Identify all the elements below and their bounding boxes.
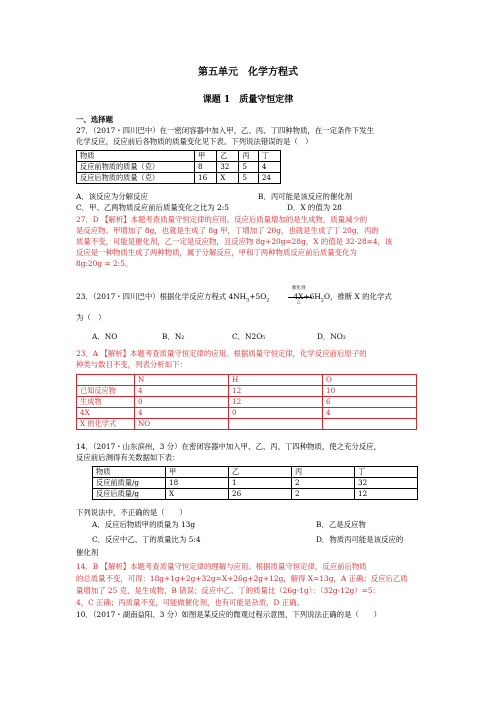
table-cell: 反应后物质的质量（克）	[77, 173, 195, 184]
q23-analysis-table	[76, 374, 417, 430]
q23-option-b: B．N₂	[162, 332, 185, 341]
table-row	[77, 408, 417, 419]
table-cell: H	[229, 375, 323, 386]
table-cell: 12	[229, 386, 323, 397]
q27-stem-line-2: 化学反应，反应前后各物质的质量变化见下表。下列说法错误的是（ ）	[76, 137, 313, 146]
q23-stem-line-2: 为（ ）	[76, 313, 106, 322]
q14-question: 下列说法中，不正确的是（ ）	[76, 508, 187, 517]
table-cell: 甲	[166, 467, 229, 478]
page-subtitle: 课题 1 质量守恒定律	[202, 95, 294, 105]
table-cell: 2	[292, 478, 355, 489]
table-row	[93, 478, 418, 489]
table-cell: 4X	[77, 408, 135, 419]
table-row	[77, 397, 417, 408]
table-cell: 16	[195, 173, 217, 184]
table-cell	[229, 419, 323, 430]
q27-answer-line-2: 是反应物。甲增加了 8g，也就是生成了 8g 甲，丁增加了 20g，也就是生成了丁 20g，丙的	[76, 226, 379, 235]
table-cell: 12	[355, 489, 418, 500]
page-title: 第五单元 化学方程式	[198, 67, 298, 78]
table-cell: 甲	[195, 151, 217, 162]
q14-option-c: C．反应中乙、丁的质量比为 5:4	[92, 535, 201, 544]
table-cell: 8	[195, 162, 217, 173]
q27-option-d: D．X 的值为 28	[287, 203, 342, 212]
table-cell: 丁	[355, 467, 418, 478]
table-cell: 生成物	[77, 397, 135, 408]
table-cell: 反应后质量/g	[93, 489, 166, 500]
q27-answer-line-1: 27．D 【解析】本题考查质量守恒定律的应用。反应后质量增加的是生成物，质量减少的	[76, 215, 368, 224]
q14-stem-line-2: 反应前后测得有关数据如下表：	[76, 453, 180, 462]
q14-option-a: A．反应后物质甲的质量为 13g	[92, 520, 196, 529]
q10-stem: 10．（2017・湖南益阳、3 分）如图是某反应的微观过程示意图，下列说法正确的是（ ）	[76, 610, 382, 619]
q27-stem-line-1: 27．（2017・四川巴中）在一密闭容器中加入甲、乙、丙、丁四种物质，在一定条件下发生	[76, 126, 374, 135]
reaction-condition-catalyst: 催化剂	[292, 286, 306, 291]
table-cell: 12	[229, 397, 323, 408]
q14-stem-line-1: 14．（2017・山东滨州，3 分）在密闭容器中加入甲、乙、丙、丁四种物质，使之充分反应，	[76, 442, 382, 451]
table-row	[77, 162, 281, 173]
q14-answer-line-2: 的总质量不变，可得：18g+1g+2g+32g=X+26g+2g+12g，解得 X=13g，A 正确；反应后乙质	[76, 574, 408, 583]
reaction-arrow	[288, 297, 312, 298]
table-cell: 32	[217, 162, 239, 173]
q27-option-a: A．该反应为分解反应	[76, 192, 148, 201]
table-cell	[77, 375, 135, 386]
table-cell: 1	[229, 478, 292, 489]
q23-stem-line-1: 23．（2017・四川巴中）根据化学反应方程式 $4NH_3+5O_2$ $4X+6H_2O$，推断 X 的化学式	[76, 292, 392, 304]
table-row	[93, 467, 418, 478]
table-cell: 5	[239, 162, 258, 173]
table-cell: 18	[166, 478, 229, 489]
q14-answer-line-3: 量增加了 25 克，是生成物，B 错误；反应中乙、丁的质量比（26g-1g）：（32g-12g）=5：	[76, 586, 380, 595]
q14-answer-line-4: 4，C 正确；丙质量不变，可能做催化剂，也有可能是杂质，D 正确。	[76, 598, 304, 607]
q27-answer-line-5: 8g:20g = 2:5。	[76, 259, 133, 268]
table-row	[93, 489, 418, 500]
table-row	[77, 375, 417, 386]
q27-answer-line-3: 质量不变，可能是催化剂，乙一定是反应物，且反应物 8g+20g=28g，X 的值是 32-28=4，该	[76, 237, 393, 246]
table-cell: 26	[229, 489, 292, 500]
table-cell: X	[166, 489, 229, 500]
table-cell: NO	[135, 419, 229, 430]
table-cell: 乙	[217, 151, 239, 162]
table-cell: 4	[323, 408, 417, 419]
q14-answer-line-1: 14．B 【解析】本题考查质量守恒定律的理解与应用。根据质量守恒定律，反应前后物质	[76, 562, 367, 571]
table-cell: 2	[292, 489, 355, 500]
q23-option-a: A．NO	[92, 332, 118, 341]
table-cell: 10	[323, 386, 417, 397]
table-cell: 丙	[239, 151, 258, 162]
q27-option-c: C．甲、乙两物质反应前后质量变化之比为 2:5	[76, 203, 229, 212]
table-cell: O	[323, 375, 417, 386]
table-cell: 4	[258, 162, 280, 173]
table-row	[77, 151, 281, 162]
table-cell: X 的化学式	[77, 419, 135, 430]
table-cell: 丙	[292, 467, 355, 478]
q23-option-d: D．NO₂	[317, 332, 346, 341]
table-cell: 反应前物质的质量（克）	[77, 162, 195, 173]
table-cell: 4	[135, 408, 229, 419]
q23-option-c: C．N2O₅	[232, 332, 266, 341]
table-cell: 24	[258, 173, 280, 184]
table-cell: 物质	[77, 151, 195, 162]
table-cell: 0	[229, 408, 323, 419]
q14-table	[92, 466, 418, 500]
q23-answer-line-2: 种类与数目不变，列表分析如下：	[76, 360, 187, 369]
table-cell: 4	[135, 386, 229, 397]
table-cell: 物质	[93, 467, 166, 478]
table-cell	[323, 419, 417, 430]
table-cell: 丁	[258, 151, 280, 162]
reaction-condition-heat: △	[297, 300, 301, 305]
q14-option-d-continued: 催化剂	[76, 548, 99, 557]
q27-option-b: B．丙可能是该反应的催化剂	[258, 192, 353, 201]
q27-answer-line-4: 反应是一种物质生成了两种物质，属于分解反应，甲和丁两种物质反应前后质量变化为	[76, 248, 357, 257]
table-cell: 0	[135, 397, 229, 408]
q23-answer-line-1: 23．A 【解析】本题考查质量守恒定律的应用。根据质量守恒定律，化学反应前后原子的	[76, 349, 367, 358]
table-cell: 已知反应物	[77, 386, 135, 397]
table-row	[77, 386, 417, 397]
section-heading: 一、选择题	[76, 115, 113, 124]
table-cell: 反应前质量/g	[93, 478, 166, 489]
table-cell: X	[217, 173, 239, 184]
table-row	[77, 173, 281, 184]
q14-option-b: B．乙是反应物	[316, 520, 366, 529]
table-cell: N	[135, 375, 229, 386]
table-cell: 5	[239, 173, 258, 184]
q14-option-d: D．物质丙可能是该反应的	[316, 535, 404, 544]
table-row	[77, 419, 417, 430]
table-cell: 6	[323, 397, 417, 408]
table-cell: 32	[355, 478, 418, 489]
table-cell: 乙	[229, 467, 292, 478]
q27-table	[76, 150, 281, 184]
